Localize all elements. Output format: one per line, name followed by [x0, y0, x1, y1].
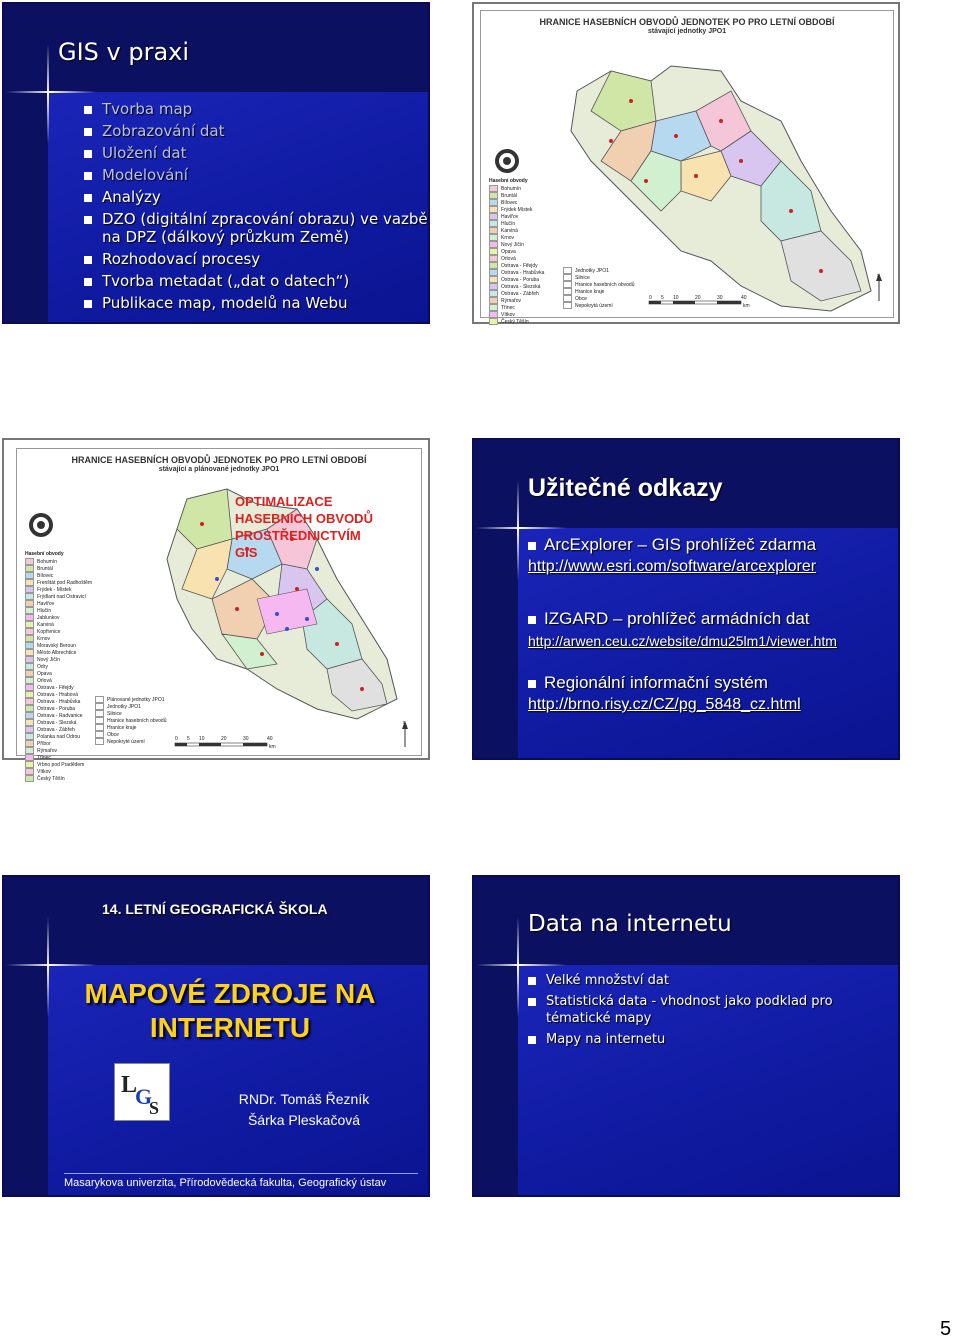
legend-item: [25, 691, 92, 698]
legend-item: [489, 206, 544, 213]
legend-label: Hlučín: [37, 607, 52, 614]
legend-swatch: [25, 663, 34, 670]
legend-swatch: [489, 192, 498, 199]
scale-tick-label: 30: [243, 736, 249, 742]
legend-label: Vítkov: [37, 768, 51, 775]
legend-label: Frýdek - Místek: [37, 586, 72, 593]
legend-label: Orlová: [501, 255, 516, 262]
legend-label: Jednotky JPO1: [107, 703, 141, 710]
legend-item: [25, 719, 92, 726]
legend-item: [25, 558, 92, 565]
legend-swatch: [25, 649, 34, 656]
slide-uzitecne-odkazy: [472, 438, 900, 760]
legend-swatch: [489, 255, 498, 262]
scale-tick-label: 20: [695, 295, 701, 301]
legend-swatch: [95, 696, 104, 703]
footer-text: Masarykova univerzita, Přírodovědecká fakulta, Geografický ústav: [64, 1177, 387, 1189]
bullet-item: Modelování: [84, 166, 429, 184]
legend-label: Moravský Beroun: [37, 642, 76, 649]
legend-item: [25, 670, 92, 677]
legend-list: [489, 185, 544, 325]
legend-item: [489, 297, 544, 304]
legend-item: [25, 649, 92, 656]
legend-item: [95, 731, 167, 738]
legend-swatch: [25, 558, 34, 565]
legend-item: [489, 248, 544, 255]
legend-label: Ostrava - Hrabová: [37, 691, 78, 698]
legend-label: Opava: [37, 670, 52, 677]
legend-label: Bohumín: [37, 558, 58, 565]
sparkle-line-v: [517, 480, 519, 580]
legend-label: Obce: [107, 731, 119, 738]
legend-item: [489, 311, 544, 318]
legend-swatch: [25, 607, 34, 614]
sparkle-line-v: [517, 917, 519, 1017]
legend-item: [489, 241, 544, 248]
legend-label: Ostrava - Fifejdy: [37, 684, 74, 691]
legend-item: [25, 712, 92, 719]
legend-label: Silnice: [575, 274, 590, 281]
legend-label: Bruntál: [501, 192, 517, 199]
legend-label: Rýmařov: [37, 747, 58, 754]
callout-line: HASEBNÍCH OBVODŮ: [235, 511, 373, 526]
legend-label: Ostrava - Slezská: [501, 283, 541, 290]
legend-item: [95, 696, 167, 703]
legend-symbols: [563, 267, 635, 309]
legend-swatch: [489, 220, 498, 227]
legend-label: Karviná: [37, 621, 54, 628]
legend-item: [489, 290, 544, 297]
legend-label: Hranice kraje: [575, 288, 605, 295]
legend-swatch: [489, 318, 498, 325]
link-entry: [528, 608, 898, 652]
legend-item: [25, 754, 92, 761]
map-title: HRANICE HASEBNÍCH OBVODŮ JEDNOTEK PO PRO LETNÍ OBDOBÍ: [539, 17, 835, 27]
legend-swatch: [489, 248, 498, 255]
legend-swatch: [563, 295, 572, 302]
map-title: HRANICE HASEBNÍCH OBVODŮ JEDNOTEK PO PRO LETNÍ OBDOBÍ: [71, 455, 367, 465]
legend-swatch: [25, 572, 34, 579]
legend-item: [563, 302, 635, 309]
legend-swatch: [489, 185, 498, 192]
legend-label: Obce: [575, 295, 587, 302]
legend-item: [25, 705, 92, 712]
legend-item: [489, 269, 544, 276]
legend-label: Havířov: [501, 213, 519, 220]
callout-line: OPTIMALIZACE: [235, 494, 333, 509]
footer-rule: [64, 1173, 418, 1174]
legend-label: Nepokryté území: [107, 738, 145, 745]
legend-label: Nový Jičín: [37, 656, 61, 663]
legend-swatch: [489, 213, 498, 220]
legend-item: [489, 262, 544, 269]
legend-label: Ostrava - Slezská: [37, 719, 77, 726]
slide-map-optimization: [2, 438, 430, 782]
legend-swatch: [489, 283, 498, 290]
legend-swatch: [25, 705, 34, 712]
legend-label: Příbor: [37, 740, 51, 747]
legend-item: [489, 318, 544, 325]
map-subtitle: stávající a plánované jednotky JPO1: [158, 466, 280, 473]
legend-swatch: [25, 733, 34, 740]
legend-label: Hranice hasebních obvodů: [107, 717, 167, 724]
legend-swatch: [95, 724, 104, 731]
legend-label: Silnice: [107, 710, 122, 717]
scale-tick-label: 30: [717, 295, 723, 301]
legend-label: Ostrava - Radvanice: [37, 712, 83, 719]
link-url[interactable]: http://arwen.ceu.cz/website/dmu25lm1/viewer.htm: [528, 633, 837, 649]
legend-label: Ostrava - Fifejdy: [501, 262, 538, 269]
bullet-item: Uložení dat: [84, 144, 429, 162]
legend-label: Jablunkov: [37, 614, 60, 621]
legend-label: Kopřivnice: [37, 628, 61, 635]
legend-label: Hranice kraje: [107, 724, 137, 731]
legend-label: Opava: [501, 248, 516, 255]
bullet-list: [528, 972, 848, 1052]
legend-swatch: [563, 288, 572, 295]
bullet-item: Rozhodovací procesy: [84, 250, 429, 268]
scale-unit: km: [269, 744, 276, 750]
legend-item: [95, 703, 167, 710]
legend-swatch: [25, 600, 34, 607]
callout-line: PROSTŘEDNICTVÍM: [235, 528, 361, 543]
legend-swatch: [95, 731, 104, 738]
legend-label: Hranice hasebních obvodů: [575, 281, 635, 288]
legend-label: Odry: [37, 663, 48, 670]
link-url[interactable]: http://brno.risy.cz/CZ/pg_5848_cz.html: [528, 696, 801, 713]
scale-tick-label: 5: [187, 736, 190, 742]
north-label: s: [403, 720, 406, 726]
legend-swatch: [25, 740, 34, 747]
legend-swatch: [25, 635, 34, 642]
legend-item: [489, 255, 544, 262]
legend-item: [25, 628, 92, 635]
legend-item: [489, 185, 544, 192]
legend-item: [489, 227, 544, 234]
legend-label: Nepokrytá území: [575, 302, 613, 309]
bullet-square-icon: [528, 542, 536, 550]
legend-swatch: [25, 670, 34, 677]
legend-label: Bruntál: [37, 565, 53, 572]
slide-map-existing: [472, 2, 900, 324]
sparkle-line-h: [6, 91, 96, 93]
legend-item: [489, 199, 544, 206]
author-1: RNDr. Tomáš Řezník: [238, 1091, 370, 1107]
legend-item: [25, 747, 92, 754]
scale-tick-label: 5: [661, 295, 664, 301]
scale-labels: [171, 736, 291, 750]
legend-item: [25, 579, 92, 586]
legend-label: Bohumín: [501, 185, 522, 192]
legend-swatch: [25, 656, 34, 663]
legend-item: [25, 761, 92, 768]
legend-swatch: [25, 747, 34, 754]
legend-swatch: [489, 241, 498, 248]
legend-swatch: [489, 227, 498, 234]
legend-label: Ostrava - Hrabůvka: [501, 269, 545, 276]
coat-of-arms-icon: [29, 513, 53, 537]
lgs-logo: [114, 1063, 170, 1121]
legend-label: Nový Jičín: [501, 241, 525, 248]
bullet-square-icon: [528, 680, 536, 688]
legend-item: [25, 614, 92, 621]
legend-item: [95, 724, 167, 731]
bullet-item: [84, 210, 429, 246]
legend-item: [489, 192, 544, 199]
bullet-item: Velké množství dat: [528, 972, 848, 989]
link-label: ArcExplorer – GIS prohlížeč zdarma: [528, 534, 898, 556]
slide-data-na-internetu: [472, 875, 900, 1197]
lgs-logo-graphic: [115, 1064, 169, 1120]
north-label: s: [877, 273, 880, 279]
legend-swatch: [489, 262, 498, 269]
legend-label: Vítkov: [501, 311, 515, 318]
callout-line: GIS: [235, 545, 258, 560]
legend-heading: Hasební obvody: [489, 178, 528, 184]
legend-label: Hlučín: [501, 220, 516, 227]
legend-label: Havířov: [37, 600, 55, 607]
legend-item: [563, 267, 635, 274]
legend-label: Město Albrechtice: [37, 649, 77, 656]
legend-item: [563, 288, 635, 295]
author-2: Šárka Pleskačová: [247, 1112, 361, 1128]
authors: [204, 1089, 404, 1131]
legend-swatch: [25, 586, 34, 593]
school-header: 14. LETNÍ GEOGRAFICKÁ ŠKOLA: [102, 901, 328, 917]
legend-item: [489, 283, 544, 290]
legend-label: Třinec: [37, 754, 51, 761]
legend-item: [25, 642, 92, 649]
legend-item: [95, 738, 167, 745]
legend-item: [563, 295, 635, 302]
title-line-2: INTERNETU: [149, 1012, 311, 1043]
legend-swatch: [95, 717, 104, 724]
title-line-1: MAPOVÉ ZDROJE NA: [84, 978, 376, 1009]
sparkle-line-v: [47, 44, 49, 144]
legend-swatch: [25, 579, 34, 586]
svg-text:S: S: [149, 1098, 160, 1118]
page-number: 5: [940, 1318, 952, 1340]
legend-label: Jednotky JPO1: [575, 267, 609, 274]
legend-swatch: [25, 726, 34, 733]
scale-tick-label: 20: [221, 736, 227, 742]
legend-swatch: [95, 703, 104, 710]
legend-item: [25, 607, 92, 614]
bullet-list: [84, 100, 429, 316]
legend-item: [25, 740, 92, 747]
legend-label: Frýdek Místek: [501, 206, 533, 213]
legend-item: [25, 586, 92, 593]
svg-text:G: G: [135, 1084, 153, 1109]
legend-label: Český Těšín: [37, 775, 65, 782]
bullet-item: Mapy na internetu: [528, 1031, 848, 1048]
legend-swatch: [563, 274, 572, 281]
legend-item: [25, 600, 92, 607]
legend-swatch: [489, 206, 498, 213]
legend-label: Třinec: [501, 304, 515, 311]
legend-item: [25, 775, 92, 782]
scale-tick-label: 40: [267, 736, 273, 742]
legend-label: Vrbno pod Pradědem: [37, 761, 85, 768]
legend-item: [25, 572, 92, 579]
scale-tick-label: 10: [199, 736, 205, 742]
legend-swatch: [563, 302, 572, 309]
svg-text:L: L: [121, 1072, 138, 1098]
legend-swatch: [489, 199, 498, 206]
legend-heading: Hasební obvody: [25, 551, 64, 557]
legend-swatch: [489, 304, 498, 311]
legend-label: Krnov: [501, 234, 515, 241]
legend-swatch: [489, 269, 498, 276]
link-label: Regionální informační systém: [528, 672, 898, 694]
legend-label: Polanka nad Odrou: [37, 733, 81, 740]
legend-swatch: [489, 297, 498, 304]
legend-item: [25, 635, 92, 642]
legend-swatch: [25, 677, 34, 684]
scale-tick-label: 40: [741, 295, 747, 301]
legend-label: Bílovec: [37, 572, 54, 579]
legend-item: [489, 304, 544, 311]
legend-swatch: [563, 267, 572, 274]
bullet-item: Tvorba map: [84, 100, 429, 118]
scale-unit: km: [743, 303, 750, 309]
slide-title-page: [2, 875, 430, 1197]
link-url[interactable]: http://www.esri.com/software/arcexplorer: [528, 558, 817, 575]
slide-title: Data na internetu: [528, 911, 732, 937]
legend-item: [25, 565, 92, 572]
legend-label: Orlová: [37, 677, 52, 684]
legend-label: Bílovec: [501, 199, 518, 206]
bullet-item: Analýzy: [84, 188, 429, 206]
legend-item: [489, 276, 544, 283]
legend-label: Frenštát pod Radhoštěm: [37, 579, 93, 586]
legend-label: Ostrava - Zábřeh: [37, 726, 75, 733]
legend-label: Ostrava - Zábřeh: [501, 290, 539, 297]
legend-swatch: [563, 281, 572, 288]
legend-swatch: [25, 775, 34, 782]
legend-swatch: [489, 311, 498, 318]
bullet-text-part: ve vazbě na DPZ (dálkový průzkum Země): [102, 210, 428, 246]
legend-item: [489, 220, 544, 227]
legend-label: Plánované jednotky JPO1: [107, 696, 165, 703]
legend-label: Ostrava - Poruba: [37, 705, 76, 712]
legend-item: [25, 663, 92, 670]
legend-item: [25, 733, 92, 740]
legend-label: Český Těšín: [501, 318, 529, 325]
sparkle-line-h: [476, 527, 566, 529]
slide-title: GIS v praxi: [58, 38, 190, 66]
legend-swatch: [489, 276, 498, 283]
legend-item: [25, 677, 92, 684]
legend-item: [489, 234, 544, 241]
legend-swatch: [25, 593, 34, 600]
presentation-title: [48, 977, 412, 1045]
optimization-callout: [235, 493, 373, 561]
legend-label: Krnov: [37, 635, 51, 642]
legend-swatch: [95, 710, 104, 717]
bullet-item: Publikace map, modelů na Webu: [84, 294, 429, 312]
sparkle-line-h: [476, 964, 566, 966]
scale-tick-label: 0: [175, 736, 178, 742]
legend-label: Rýmařov: [501, 297, 522, 304]
coat-of-arms-icon: [495, 149, 519, 173]
legend-item: [25, 656, 92, 663]
legend-item: [25, 768, 92, 775]
legend-swatch: [25, 642, 34, 649]
legend-swatch: [25, 565, 34, 572]
legend-item: [25, 621, 92, 628]
legend-item: [95, 717, 167, 724]
legend-label: Ostrava - Hrabůvka: [37, 698, 81, 705]
scale-tick-label: 10: [673, 295, 679, 301]
bullet-square-icon: [528, 616, 536, 624]
legend-item: [563, 274, 635, 281]
legend-swatch: [25, 761, 34, 768]
legend-swatch: [489, 290, 498, 297]
legend-item: [95, 710, 167, 717]
legend-label: Karviná: [501, 227, 518, 234]
link-entry: [528, 534, 898, 578]
legend-swatch: [25, 628, 34, 635]
link-entry: [528, 672, 898, 716]
legend-item: [25, 726, 92, 733]
legend-item: [25, 698, 92, 705]
legend-symbols: [95, 696, 167, 745]
bullet-text-part: DZO (digitální zpracování obrazu): [102, 210, 356, 228]
legend-list: [25, 558, 92, 782]
map-subtitle: stávající jednotky JPO1: [647, 28, 727, 35]
legend-item: [563, 281, 635, 288]
slide-gis-v-praxi: [2, 2, 430, 324]
bullet-item: Tvorba metadat („dat o datech“): [84, 272, 429, 290]
bullet-item: Zobrazování dat: [84, 122, 429, 140]
legend-swatch: [25, 712, 34, 719]
legend-swatch: [25, 621, 34, 628]
legend-label: Ostrava - Poruba: [501, 276, 540, 283]
legend-swatch: [25, 691, 34, 698]
legend-swatch: [25, 719, 34, 726]
legend-swatch: [25, 698, 34, 705]
legend-label: Frýdlant nad Ostravicí: [37, 593, 86, 600]
legend-swatch: [25, 684, 34, 691]
legend-swatch: [25, 614, 34, 621]
bullet-item: Statistická data - vhodnost jako podklad pro tématické mapy: [528, 993, 848, 1027]
legend-item: [25, 593, 92, 600]
legend-item: [25, 684, 92, 691]
legend-swatch: [25, 768, 34, 775]
legend-swatch: [25, 754, 34, 761]
legend-swatch: [95, 738, 104, 745]
scale-tick-label: 0: [649, 295, 652, 301]
sparkle-line-h: [6, 964, 96, 966]
slide-title: Užitečné odkazy: [528, 474, 723, 502]
legend-swatch: [489, 234, 498, 241]
link-label: IZGARD – prohlížeč armádních dat: [528, 608, 898, 630]
scale-labels: [645, 295, 765, 309]
legend-item: [489, 213, 544, 220]
